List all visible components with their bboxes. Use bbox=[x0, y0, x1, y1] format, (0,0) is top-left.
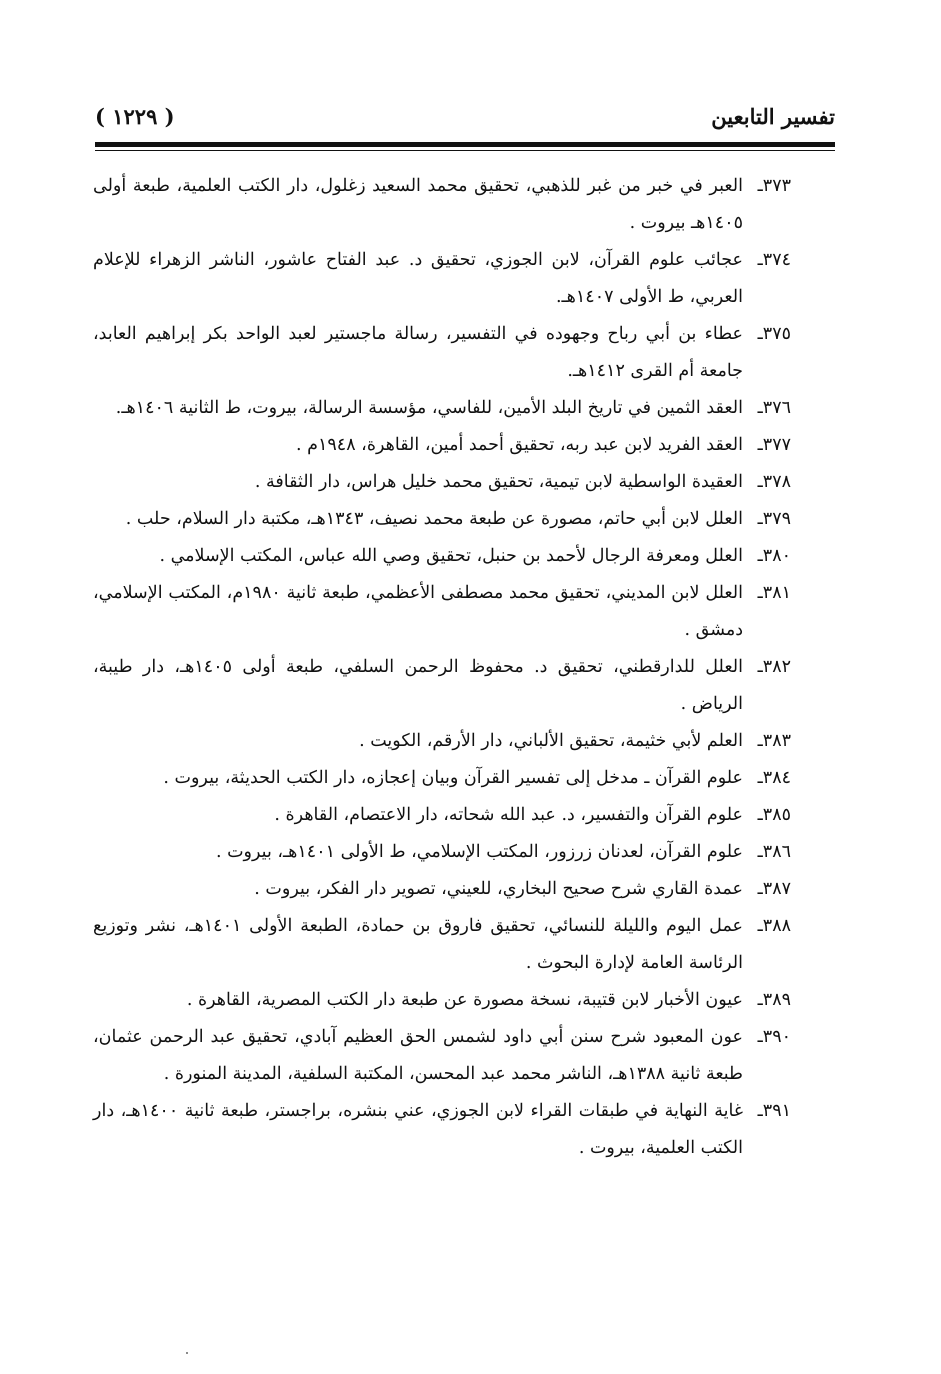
bibliography-entry bbox=[93, 649, 791, 723]
entry-number: ٣٨٨ـ bbox=[757, 916, 791, 936]
entry-text: غاية النهاية في طبقات القراء لابن الجوزي، عني بنشره، براجستر، طبعة ثانية ١٤٠٠هـ، دار الكتب العلمية، بيروت . bbox=[93, 1101, 743, 1158]
entry-number: ٣٩٠ـ bbox=[757, 1027, 791, 1047]
entry-number: ٣٧٧ـ bbox=[757, 435, 791, 455]
entry-number: ٣٨٩ـ bbox=[757, 990, 791, 1010]
entry-number: ٣٧٤ـ bbox=[757, 250, 791, 270]
bibliography-entry bbox=[93, 168, 791, 242]
entry-text: العقيدة الواسطية لابن تيمية، تحقيق محمد خليل هراس، دار الثقافة . bbox=[254, 472, 743, 492]
scan-speck bbox=[186, 1352, 188, 1354]
entry-text: العقد الفريد لابن عبد ربه، تحقيق أحمد أمين، القاهرة، ١٩٤٨م . bbox=[296, 435, 743, 455]
header-rule-thick bbox=[95, 142, 835, 147]
bibliography-entry bbox=[93, 538, 791, 575]
bibliography-list bbox=[93, 168, 791, 1167]
entry-text: عون المعبود شرح سنن أبي داود لشمس الحق العظيم آبادي، تحقيق عبد الرحمن عثمان، طبعة ثانية ١٣٨٨هـ، الناشر محمد عبد المحسن، المكتبة السلفية، المدينة المنورة . bbox=[93, 1027, 743, 1084]
entry-text: عطاء بن أبي رباح وجهوده في التفسير، رسالة ماجستير لعبد الواحد بكر إبراهيم العابد، جامعة أم القرى ١٤١٢هـ. bbox=[93, 324, 743, 381]
bibliography-entry bbox=[93, 242, 791, 316]
entry-number: ٣٧٥ـ bbox=[757, 324, 791, 344]
entry-text: عجائب علوم القرآن، لابن الجوزي، تحقيق د. عبد الفتاح عاشور، الناشر الزهراء للإعلام العربي، ط الأولى ١٤٠٧هـ. bbox=[93, 250, 743, 307]
bibliography-entry bbox=[93, 1019, 791, 1093]
entry-text: العلل ومعرفة الرجال لأحمد بن حنبل، تحقيق وصي الله عباس، المكتب الإسلامي . bbox=[159, 546, 743, 566]
entry-number: ٣٨٤ـ bbox=[757, 768, 791, 788]
entry-text: علوم القرآن ـ مدخل إلى تفسير القرآن وبيان إعجازه، دار الكتب الحديثة، بيروت . bbox=[163, 768, 743, 788]
entry-text: العلل لابن أبي حاتم، مصورة عن طبعة محمد نصيف، ١٣٤٣هـ، مكتبة دار السلام، حلب . bbox=[125, 509, 743, 529]
running-title: تفسير التابعين bbox=[711, 104, 835, 129]
bibliography-entry bbox=[93, 575, 791, 649]
entry-text: العلم لأبي خثيمة، تحقيق الألباني، دار الأرقم، الكويت . bbox=[359, 731, 743, 751]
header-rule-thin bbox=[95, 150, 835, 151]
entry-text: عمدة القاري شرح صحيح البخاري، للعيني، تصوير دار الفكر، بيروت . bbox=[254, 879, 743, 899]
entry-number: ٣٨٧ـ bbox=[757, 879, 791, 899]
entry-text: العلل للدارقطني، تحقيق د. محفوظ الرحمن السلفي، طبعة أولى ١٤٠٥هـ، دار طيبة، الرياض . bbox=[93, 657, 743, 714]
bibliography-entry bbox=[93, 982, 791, 1019]
bibliography-entry bbox=[93, 871, 791, 908]
bibliography-entry bbox=[93, 1093, 791, 1167]
page-number: ( ١٢٢٩ ) bbox=[95, 104, 175, 129]
entry-text: علوم القرآن، لعدنان زرزور، المكتب الإسلامي، ط الأولى ١٤٠١هـ، بيروت . bbox=[215, 842, 743, 862]
entry-number: ٣٨١ـ bbox=[757, 583, 791, 603]
bibliography-entry bbox=[93, 760, 791, 797]
entry-number: ٣٧٩ـ bbox=[757, 509, 791, 529]
entry-number: ٣٨٦ـ bbox=[757, 842, 791, 862]
entry-number: ٣٧٣ـ bbox=[757, 176, 791, 196]
entry-number: ٣٨٥ـ bbox=[757, 805, 791, 825]
bibliography-entry bbox=[93, 464, 791, 501]
page-header bbox=[95, 104, 835, 138]
bibliography-entry bbox=[93, 908, 791, 982]
entry-number: ٣٨٢ـ bbox=[757, 657, 791, 677]
entry-text: عمل اليوم والليلة للنسائي، تحقيق فاروق بن حمادة، الطبعة الأولى ١٤٠١هـ، نشر وتوزيع الرئاسة العامة لإدارة البحوث . bbox=[93, 916, 743, 973]
entry-number: ٣٧٦ـ bbox=[757, 398, 791, 418]
entry-number: ٣٧٨ـ bbox=[757, 472, 791, 492]
entry-number: ٣٩١ـ bbox=[757, 1101, 791, 1121]
entry-text: العبر في خبر من غبر للذهبي، تحقيق محمد السعيد زغلول، دار الكتب العلمية، طبعة أولى ١٤٠٥هـ بيروت . bbox=[93, 176, 743, 233]
entry-text: العلل لابن المديني، تحقيق محمد مصطفى الأعظمي، طبعة ثانية ١٩٨٠م، المكتب الإسلامي، دمشق . bbox=[93, 583, 743, 640]
bibliography-entry bbox=[93, 427, 791, 464]
entry-number: ٣٨٣ـ bbox=[757, 731, 791, 751]
bibliography-entry bbox=[93, 316, 791, 390]
entry-text: عيون الأخبار لابن قتيبة، نسخة مصورة عن طبعة دار الكتب المصرية، القاهرة . bbox=[186, 990, 743, 1010]
entry-text: علوم القرآن والتفسير، د. عبد الله شحاته، دار الاعتصام، القاهرة . bbox=[274, 805, 743, 825]
bibliography-entry bbox=[93, 390, 791, 427]
entry-text: العقد الثمين في تاريخ البلد الأمين، للفاسي، مؤسسة الرسالة، بيروت، ط الثانية ١٤٠٦هـ. bbox=[115, 398, 743, 418]
entry-number: ٣٨٠ـ bbox=[757, 546, 791, 566]
bibliography-entry bbox=[93, 723, 791, 760]
bibliography-entry bbox=[93, 834, 791, 871]
bibliography-entry bbox=[93, 797, 791, 834]
bibliography-entry bbox=[93, 501, 791, 538]
